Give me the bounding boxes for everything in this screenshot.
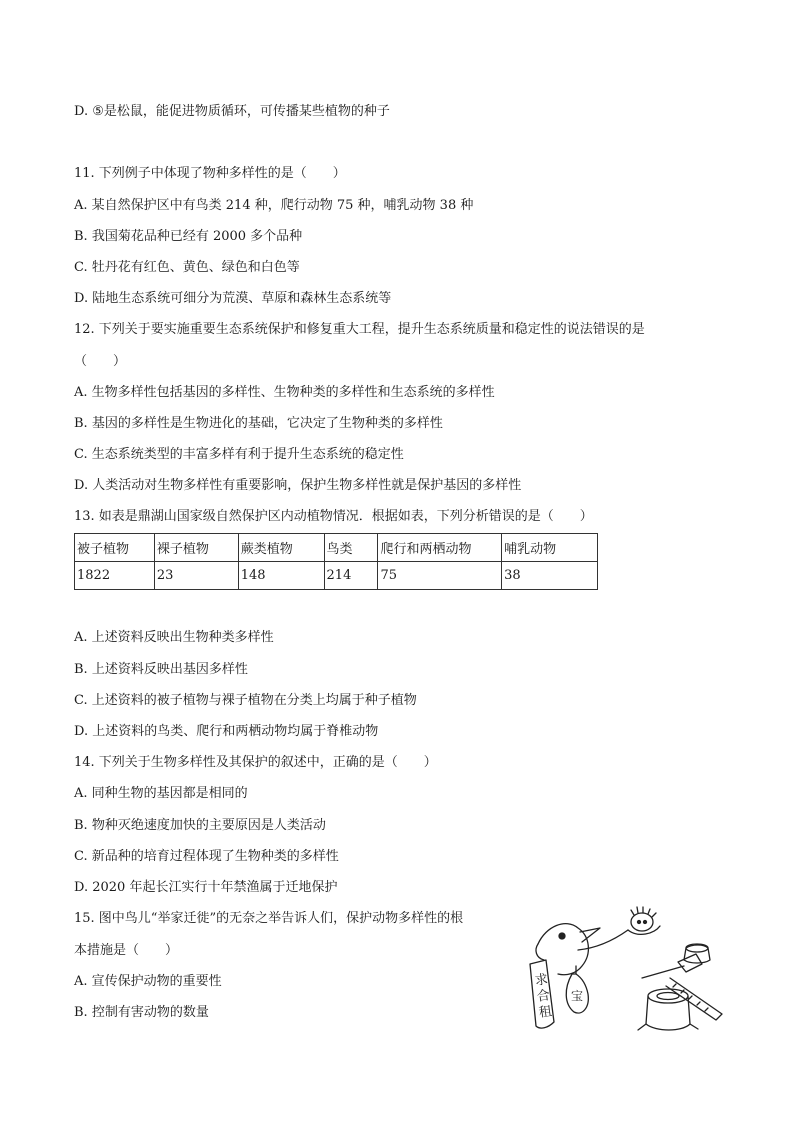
table-cell: 38 xyxy=(502,562,598,590)
table-header-row xyxy=(75,534,598,562)
q15-option-a: A. 宣传保护动物的重要性 xyxy=(74,974,222,989)
table-cell: 1822 xyxy=(75,562,155,590)
q12-option-c: C. 生态系统类型的丰富多样有利于提升生态系统的稳定性 xyxy=(74,447,404,462)
sign-label-3: 租 xyxy=(538,1004,554,1021)
q11-option-b: B. 我国菊花品种已经有 2000 多个品种 xyxy=(74,229,303,244)
q14-option-b: B. 物种灭绝速度加快的主要原因是人类活动 xyxy=(74,818,326,833)
q13-stem: 13. 如表是鼎湖山国家级自然保护区内动植物情况．根据如表，下列分析错误的是（ ） xyxy=(74,509,593,524)
q12-option-a: A. 生物多样性包括基因的多样性、生物种类的多样性和生态系统的多样性 xyxy=(74,385,495,400)
sign-label-2: 合 xyxy=(536,988,552,1005)
q14-option-d: D. 2020 年起长江实行十年禁渔属于迁地保护 xyxy=(74,880,338,895)
q12-stem-bracket: （ ） xyxy=(74,354,127,369)
bag-label: 宝 xyxy=(570,989,584,1003)
q11-option-c: C. 牡丹花有红色、黄色、绿色和白色等 xyxy=(74,260,300,275)
table-header-cell: 被子植物 xyxy=(75,534,155,562)
q14-stem: 14. 下列关于生物多样性及其保护的叙述中，正确的是（ ） xyxy=(74,755,437,770)
q14-option-a: A. 同种生物的基因都是相同的 xyxy=(74,786,248,801)
q12-option-d: D. 人类活动对生物多样性有重要影响，保护生物多样性就是保护基因的多样性 xyxy=(74,478,522,493)
q14-option-c: C. 新品种的培育过程体现了生物种类的多样性 xyxy=(74,849,339,864)
q15-stem-cont: 本措施是（ ） xyxy=(74,943,179,958)
table-header-cell: 哺乳动物 xyxy=(502,534,598,562)
table-header-cell: 裸子植物 xyxy=(154,534,238,562)
q10-option-d: D. ⑤是松鼠，能促进物质循环，可传播某些植物的种子 xyxy=(74,104,390,119)
table-cell: 148 xyxy=(238,562,324,590)
table-header-cell: 蕨类植物 xyxy=(238,534,324,562)
table-header-cell: 爬行和两栖动物 xyxy=(378,534,502,562)
q11-option-d: D. 陆地生态系统可细分为荒漠、草原和森林生态系统等 xyxy=(74,291,392,306)
table-header-cell: 鸟类 xyxy=(324,534,378,562)
table-row xyxy=(75,562,598,590)
q13-option-a: A. 上述资料反映出生物种类多样性 xyxy=(74,630,274,645)
sign-label-1: 求 xyxy=(534,972,550,989)
q12-stem: 12. 下列关于要实施重要生态系统保护和修复重大工程，提升生态系统质量和稳定性的说法错误的是 xyxy=(74,322,645,337)
q13-option-b: B. 上述资料反映出基因多样性 xyxy=(74,662,248,677)
table-cell: 214 xyxy=(324,562,378,590)
bird-migration-illustration xyxy=(518,904,732,1034)
table-cell: 75 xyxy=(378,562,502,590)
q15-option-b: B. 控制有害动物的数量 xyxy=(74,1005,209,1020)
q13-option-d: D. 上述资料的鸟类、爬行和两栖动物均属于脊椎动物 xyxy=(74,724,379,739)
q13-option-c: C. 上述资料的被子植物与裸子植物在分类上均属于种子植物 xyxy=(74,693,417,708)
q11-option-a: A. 某自然保护区中有鸟类 214 种，爬行动物 75 种，哺乳动物 38 种 xyxy=(74,198,474,213)
q11-stem: 11. 下列例子中体现了物种多样性的是（ ） xyxy=(74,166,346,181)
species-table xyxy=(74,533,598,590)
q12-option-b: B. 基因的多样性是生物进化的基础，它决定了生物种类的多样性 xyxy=(74,416,443,431)
table-cell: 23 xyxy=(154,562,238,590)
q15-stem: 15. 图中鸟儿“举家迁徙”的无奈之举告诉人们，保护动物多样性的根 xyxy=(74,911,464,926)
